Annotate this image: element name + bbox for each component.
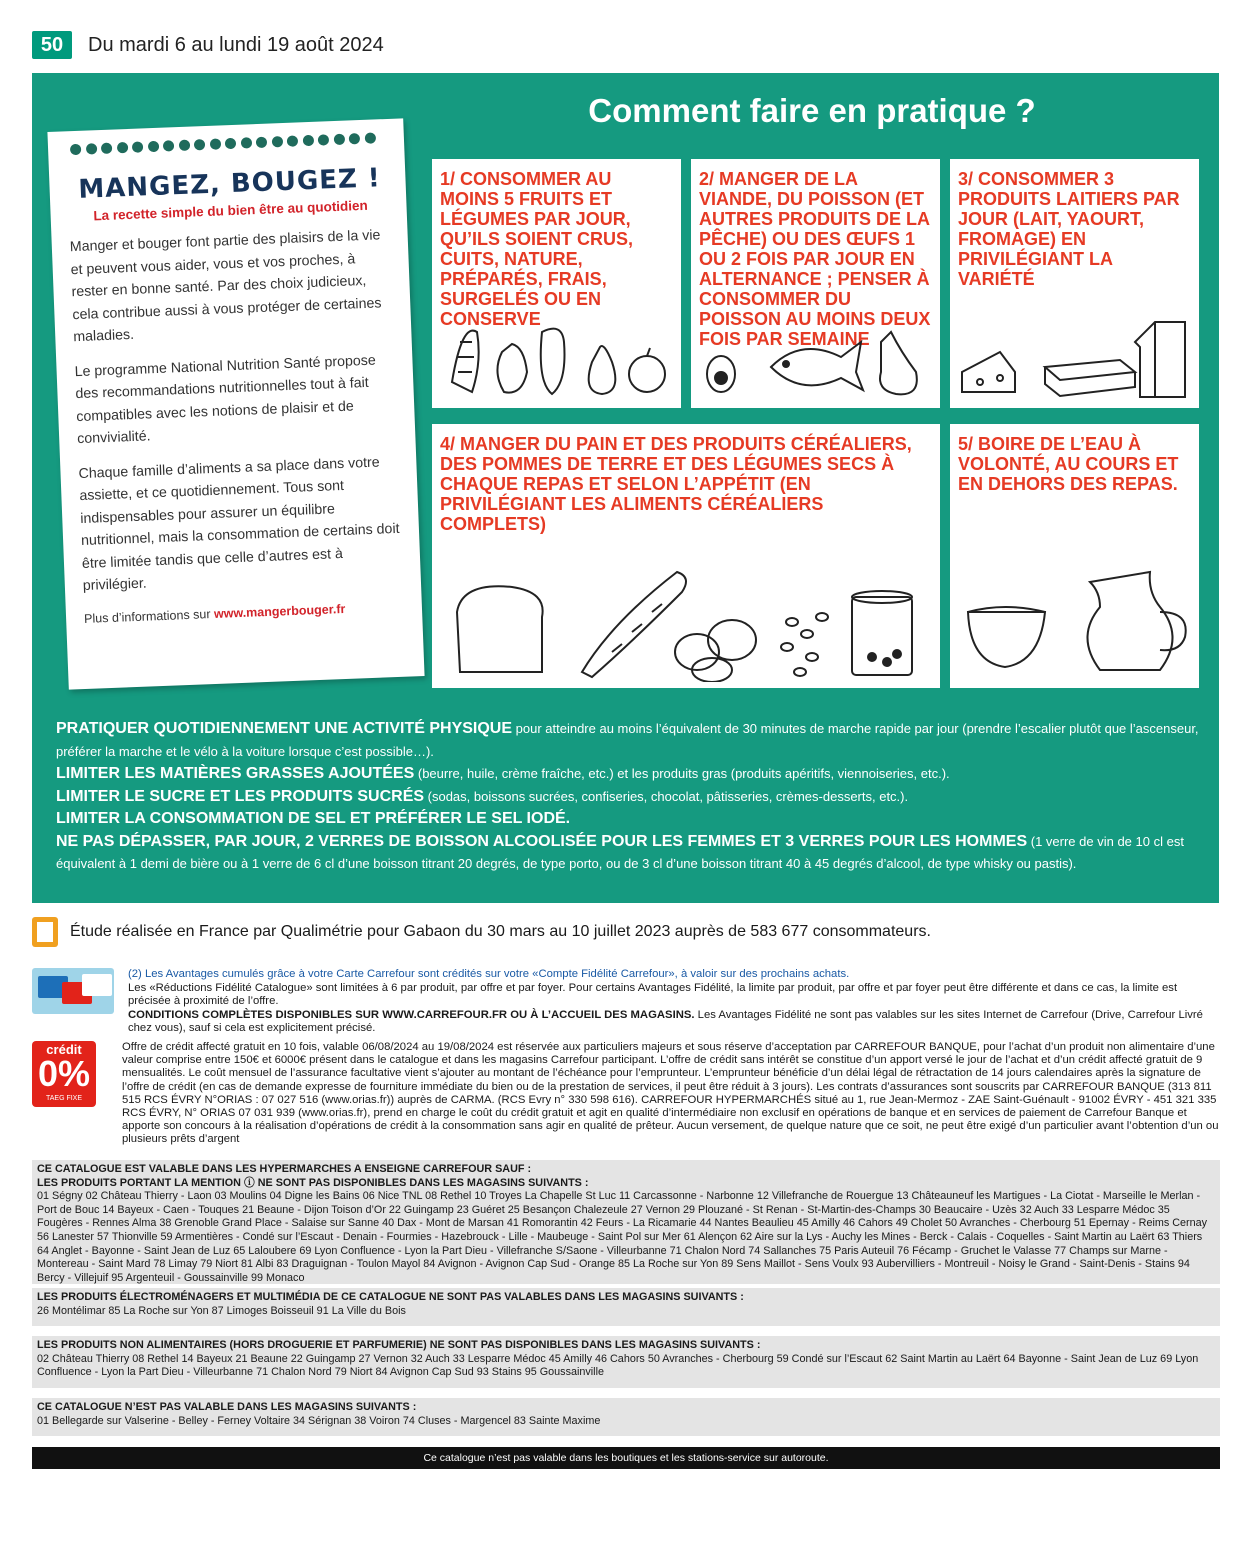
advantages-line: CONDITIONS COMPLÈTES DISPONIBLES SUR WWW.CARREFOUR.FR OU À L’ACCUEIL DES MAGASINS. Les Avantages Fidélité ne sont pas valables sur les sites Internet de Carrefour (Drive, Carrefour Livré chez vous), sauf si cela est explicitement précisé. xyxy=(128,1008,1203,1034)
card-text: 3/ CONSOMMER 3 PRODUITS LAITIERS PAR JOUR (LAIT, YAOURT, FROMAGE) EN PRIVILÉGIANT LA VARIÉTÉ xyxy=(958,169,1180,289)
advantages-line: (2) Les Avantages cumulés grâce à votre Carte Carrefour sont crédités sur votre «Compte Fidélité Carrefour», à valoir sur des prochains achats. xyxy=(128,968,850,980)
store-list-heading: LES PRODUITS ÉLECTROMÉNAGERS ET MULTIMÉDIA DE CE CATALOGUE NE SONT PAS VALABLES DANS LES MAGASINS SUIVANTS : xyxy=(37,1291,744,1303)
loyalty-advantages xyxy=(32,968,1220,1034)
store-list-body: 01 Ségny 02 Château Thierry - Laon 03 Moulins 04 Digne les Bains 06 Nice TNL 08 Rethel 10 Troyes La Chapelle St Luc 11 Carcassonne - Narbonne 12 Villefranche de Rouergue 13 Châteauneuf les Martigues - La Ciotat - Marseille le Merlan - Port de Bouc 14 Bayeux - Caen - Touques 21 Beaune - Dijon Toison d’Or 22 Guingamp 23 Guéret 25 Besançon Chalezeule 27 Vernon 29 Plouzané - St Renan - St-Martin-des-Champs 30 Beaucaire - Uzès 32 Auch 33 Lesparre Médoc 35 Fougères - Rennes Alma 38 Grenoble Grand Place - Salaise sur Sanne 40 Dax - Mont de Marsan 41 Romorantin 42 Feurs - La Ricamarie 44 Nantes Beaulieu 45 Amilly 46 Cahors 49 Cholet 50 Avranches - Cherbourg 51 Epernay - Reims Cernay 56 Lanester 57 Thionville 59 Armentières - Condé sur l’Escaut - Denain - Fourmies - Hazebrouck - Lille - Maubeuge - Saint Pol sur Mer 61 Alençon 62 Aire sur la Lys - Auchy les Mines - Berck - Calais - Coquelles - Saint Martin au Laërt 63 Thiers 64 Anglet - Bayonne - Saint Jean de Luz 65 Laloubere 69 Lyon Confluence - Lyon la Part Dieu - Villefranche S/Saone - Villeurbanne 71 Chalon Nord 74 Sallanches 75 Paris Auteuil 76 Fécamp - Gruchet le Valasse 77 Champs sur Marne - Montereau - Saint Mard 78 Limay 79 Niort 81 Albi 83 Draguignan - Toulon Mayol 84 Avignon - Avignon Cap Sud - Orange 85 La Roche sur Yon 89 Sens Maillot - Sens Voulx 93 Aubervilliers - Montreuil - Noisy le Grand - Saint-Denis - Stains 94 Bercy - Villejuif 95 Argenteuil - Goussainville 99 Monaco xyxy=(37,1190,1208,1284)
card-text: 5/ BOIRE DE L’EAU À VOLONTÉ, AU COURS ET EN DEHORS DES REPAS. xyxy=(958,434,1179,494)
store-list xyxy=(32,1288,1220,1326)
store-list xyxy=(32,1336,1220,1388)
tip-item: LIMITER LA CONSOMMATION DE SEL ET PRÉFÉRER LE SEL IODÉ. xyxy=(56,810,571,827)
study-note xyxy=(32,915,931,949)
notebook-subtitle: La recette simple du bien être au quotidien xyxy=(93,197,369,224)
notebook-title: MANGEZ, BOUGEZ ! xyxy=(77,163,382,205)
store-list-heading: CE CATALOGUE N’EST PAS VALABLE DANS LES MAGASINS SUIVANTS : xyxy=(37,1401,417,1413)
page-header xyxy=(32,30,384,60)
card-dairy xyxy=(950,159,1199,408)
notebook-paragraph: Chaque famille d’aliments a sa place dans votre assiette, et ce quotidiennement. Tous sont indispensables pour assurer un équilibre nutritionnel, mais la consommation de certains doit être limitée tandis que celle d’autres est à privilégier. xyxy=(78,454,400,595)
store-list-body: 02 Château Thierry 08 Rethel 14 Bayeux 21 Beaune 22 Guingamp 27 Vernon 32 Auch 33 Lesparre Médoc 45 Amilly 46 Cahors 50 Avranches - Cherbourg 59 Condé sur l’Escaut 62 Saint Martin au Laërt 64 Bayonne - Saint Jean de Luz 69 Lyon Confluence - Lyon la Part Dieu - Villeurbanne 71 Chalon Nord 79 Niort 84 Avignon Cap Sud 93 Stains 95 Goussainville xyxy=(37,1352,1199,1379)
credit-offer xyxy=(32,1041,1220,1151)
notebook-paragraph: Manger et bouger font partie des plaisirs de la vie et peuvent vous aider, vous et vos proches, à rester en bonne santé. Par des choix judicieux, cela contribue aussi à vous protéger de certaines maladies. xyxy=(69,227,382,346)
notebook-paragraph: Le programme National Nutrition Santé propose des recommandations nutritionnelles tout à fait compatibles avec les notions de plaisir et de convivialité. xyxy=(74,352,376,448)
card-meat-fish-eggs xyxy=(691,159,940,408)
tip-item: LIMITER LE SUCRE ET LES PRODUITS SUCRÉS (sodas, boissons sucrées, confiseries, chocolat, pâtisseries, crèmes-desserts, etc.). xyxy=(56,787,909,805)
tip-item: NE PAS DÉPASSER, PAR JOUR, 2 VERRES DE BOISSON ALCOOLISÉE POUR LES FEMMES ET 3 VERRES POUR LES HOMMES (1 verre de vin de 10 cl est équivalent à 1 demi de bière ou à 1 verre de 6 cl d’une boisson titrant 20 degrés, de type porto, ou de 3 cl d’une boisson titrant 40 à 45 degrés d’alcool, de type whisky ou pastis). xyxy=(56,832,1184,871)
bread-cereals-icon xyxy=(432,562,940,682)
credit-badge: crédit 0% TAEG FIXE xyxy=(32,1041,96,1107)
card-bread-cereals xyxy=(432,424,940,688)
tip-item: LIMITER LES MATIÈRES GRASSES AJOUTÉES (beurre, huile, crème fraîche, etc.) et les produits gras (produits apéritifs, viennoiseries, etc.). xyxy=(56,765,950,782)
spiral-binding xyxy=(66,129,390,157)
card-fruits-vegetables xyxy=(432,159,681,408)
study-text: Étude réalisée en France par Qualimétrie pour Gabaon du 30 mars au 10 juillet 2023 auprès de 583 677 consommateurs. xyxy=(70,923,931,940)
loyalty-card-icon xyxy=(32,968,114,1014)
page-number: 50 xyxy=(32,31,72,59)
card-water xyxy=(950,424,1199,688)
more-info xyxy=(84,599,408,625)
card-text: 2/ MANGER DE LA VIANDE, DU POISSON (ET AUTRES PRODUITS DE LA PÊCHE) OU DES ŒUFS 1 OU 2 FOIS PAR JOUR EN ALTERNANCE ; PENSER À CONSOMMER DU POISSON AU MOINS DEUX FOIS PAR SEMAINE xyxy=(699,169,931,349)
credit-text: Offre de crédit affecté gratuit en 10 fois, valable 06/08/2024 au 19/08/2024 est réservée aux particuliers majeurs et sous réserve d’acceptation par CARREFOUR BANQUE, pour l’achat d’un produit non alimentaire d’une valeur comprise entre 150€ et 6000€ présent dans le catalogue et dans les magasins Carrefour participant. L’offre de crédit sans intérêt se constitue d’un apport versé le jour de l’achat et d’un crédit affecté gratuit de 9 mensualités. Le coût mensuel de l’assurance facultative vient s’ajouter au montant de l’échéance pour l’emprunteur. L’emprunteur bénéficie d’un délai légal de rétractation de 14 jours calendaires après la signature de l’offre de crédit (en cas de demande expresse de fourniture immédiate du bien ou de la prestation de services, il peut être réduit à 3 jours). Les contrats d’assurances sont souscrits par CARREFOUR BANQUE (313 811 515 RCS ÉVRY N°ORIAS : 07 027 516 (www.orias.fr)) auprès de CARMA. (RCS Evry n° 330 598 616). CARREFOUR HYPERMARCHÉS situé au 1, rue Jean-Mermoz - ZAE Saint-Guénault - 91002 ÉVRY - 451 321 335 RCS ÉVRY, N° ORIAS 07 031 939 (www.orias.fr), prend en charge le coût du crédit gratuit et agit en qualité d’intermédiaire non exclusif en opérations de banque et en services de paiement de Carrefour Banque et apporte son concours à la réalisation d’opérations de crédit à la consommation sans agir en qualité de prêteur. Aucun versement, de quelque nature que ce soit, ne peut être exigé d’un particulier avant l’obtention d’un ou plusieurs prêts d’argent xyxy=(122,1041,1219,1146)
advantages-line: Les «Réductions Fidélité Catalogue» sont limitées à 6 par produit, par offre et par foyer. Pour certains Avantages Fidélité, la limite par produit, par offre et par foyer peut être différente et dans ce cas, la limite est précisée à proximité de l’offre. xyxy=(128,981,1178,1007)
more-info-label: Plus d’informations sur xyxy=(83,606,211,626)
health-tips xyxy=(56,718,1206,876)
card-text: 4/ MANGER DU PAIN ET DES PRODUITS CÉRÉALIERS, DES POMMES DE TERRE ET DES LÉGUMES SECS À CHAQUE REPAS ET SELON L’APPÉTIT (EN PRIVILÉGIANT LES ALIMENTS CÉRÉALIERS COMPLETS) xyxy=(440,434,912,534)
store-list xyxy=(32,1398,1220,1436)
dairy-icon xyxy=(950,312,1199,402)
mangerbouger-link[interactable]: www.mangerbouger.fr xyxy=(213,601,346,621)
card-text: 1/ CONSOMMER AU MOINS 5 FRUITS ET LÉGUMES PAR JOUR, QU’ILS SOIENT CRUS, CUITS, NATURE, PRÉPARÉS, FRAIS, SURGELÉS OU EN CONSERVE xyxy=(440,169,634,329)
main-title: Comment faire en pratique ? xyxy=(588,92,1036,129)
store-list-heading: LES PRODUITS NON ALIMENTAIRES (HORS DROGUERIE ET PARFUMERIE) NE SONT PAS DISPONIBLES DANS LES MAGASINS SUIVANTS : xyxy=(37,1339,761,1351)
store-list-body: 26 Montélimar 85 La Roche sur Yon 87 Limoges Boisseuil 91 La Ville du Bois xyxy=(37,1304,406,1317)
water-icon xyxy=(950,552,1199,682)
footer-note: Ce catalogue n’est pas valable dans les boutiques et les stations-service sur autoroute. xyxy=(32,1447,1220,1469)
date-range: Du mardi 6 au lundi 19 août 2024 xyxy=(88,33,384,56)
store-list-heading: CE CATALOGUE EST VALABLE DANS LES HYPERMARCHES A ENSEIGNE CARREFOUR SAUF : LES PRODUITS PORTANT LA MENTION ⓘ NE SONT PAS DISPONIBLES DANS LES MAGASINS SUIVANTS : xyxy=(37,1163,589,1189)
store-list xyxy=(32,1160,1220,1284)
meat-fish-eggs-icon xyxy=(691,312,940,402)
store-list-body: 01 Bellegarde sur Valserine - Belley - Ferney Voltaire 34 Sérignan 38 Voiron 74 Cluses - Margencel 83 Sainte Maxime xyxy=(37,1414,601,1427)
clipboard-icon xyxy=(32,917,58,947)
fruits-vegetables-icon xyxy=(432,312,681,402)
tip-item: PRATIQUER QUOTIDIENNEMENT UNE ACTIVITÉ PHYSIQUE pour atteindre au moins l’équivalent de 30 minutes de marche rapide par jour (prendre l’escalier plutôt que l’ascenseur, préférer la marche et le vélo à la voiture lorsque c’est possible…). xyxy=(56,720,1199,759)
notebook-card xyxy=(47,118,424,689)
